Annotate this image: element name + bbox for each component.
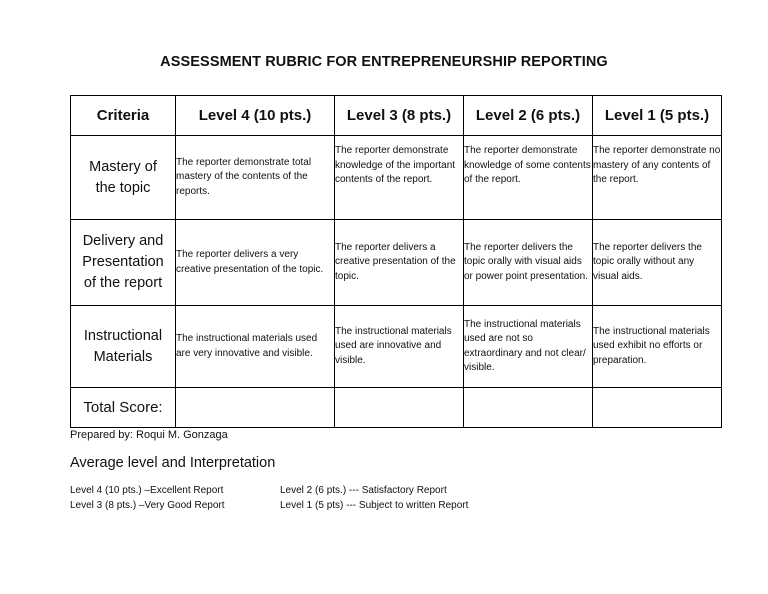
table-cell: The reporter delivers the topic orally without any visual aids. [593,220,722,306]
criteria-line: Mastery of [89,158,157,175]
criteria-line: Delivery and [82,233,164,249]
table-row [71,220,722,306]
criteria-line: of the report [83,275,163,291]
rubric-table [70,95,722,428]
avg-heading: Average level and Interpretation [70,455,276,471]
prepared-by: Prepared by: Roqui M. Gonzaga [70,429,228,441]
legend-item: Level 1 (5 pts) --- Subject to written Report [280,500,469,511]
header-criteria: Criteria [71,96,176,136]
table-row [71,306,722,388]
table-cell: The instructional materials used are innovative and visible. [335,306,464,388]
criteria-delivery [71,220,176,306]
table-cell: The reporter demonstrate knowledge of some contents of the report. [464,136,593,220]
total-cell [593,388,722,428]
table-cell: The reporter delivers a very creative presentation of the topic. [176,220,335,306]
criteria-line: Instructional [83,327,163,344]
table-cell: The reporter delivers the topic orally with visual aids or power point presentation. [464,220,593,306]
table-cell: The instructional materials used are very innovative and visible. [176,306,335,388]
table-cell: The reporter demonstrate knowledge of the important contents of the report. [335,136,464,220]
header-level-4: Level 4 (10 pts.) [176,96,335,136]
document-title: ASSESSMENT RUBRIC FOR ENTREPRENEURSHIP REPORTING [160,54,608,70]
total-cell [176,388,335,428]
table-cell: The reporter demonstrate no mastery of any contents of the report. [593,136,722,220]
criteria-mastery [71,136,176,220]
header-level-2: Level 2 (6 pts.) [464,96,593,136]
criteria-line: the topic [95,179,151,196]
criteria-line: Materials [93,348,153,365]
legend-left [70,483,225,513]
total-row [71,388,722,428]
header-level-3: Level 3 (8 pts.) [335,96,464,136]
table-cell: The instructional materials used exhibit no efforts or preparation. [593,306,722,388]
header-level-1: Level 1 (5 pts.) [593,96,722,136]
legend-item: Level 3 (8 pts.) –Very Good Report [70,500,225,511]
total-cell [335,388,464,428]
legend-item: Level 4 (10 pts.) –Excellent Report [70,485,224,496]
criteria-line: Presentation [82,254,164,270]
total-cell [464,388,593,428]
legend-item: Level 2 (6 pts.) --- Satisfactory Report [280,485,447,496]
criteria-instructional [71,306,176,388]
total-score-label: Total Score: [71,388,176,428]
table-row [71,136,722,220]
table-cell: The reporter demonstrate total mastery of the contents of the reports. [176,136,335,220]
legend-right [280,483,468,513]
table-cell: The reporter delivers a creative presentation of the topic. [335,220,464,306]
header-row [71,96,722,136]
table-cell: The instructional materials used are not so extraordinary and not clear/ visible. [464,306,593,388]
